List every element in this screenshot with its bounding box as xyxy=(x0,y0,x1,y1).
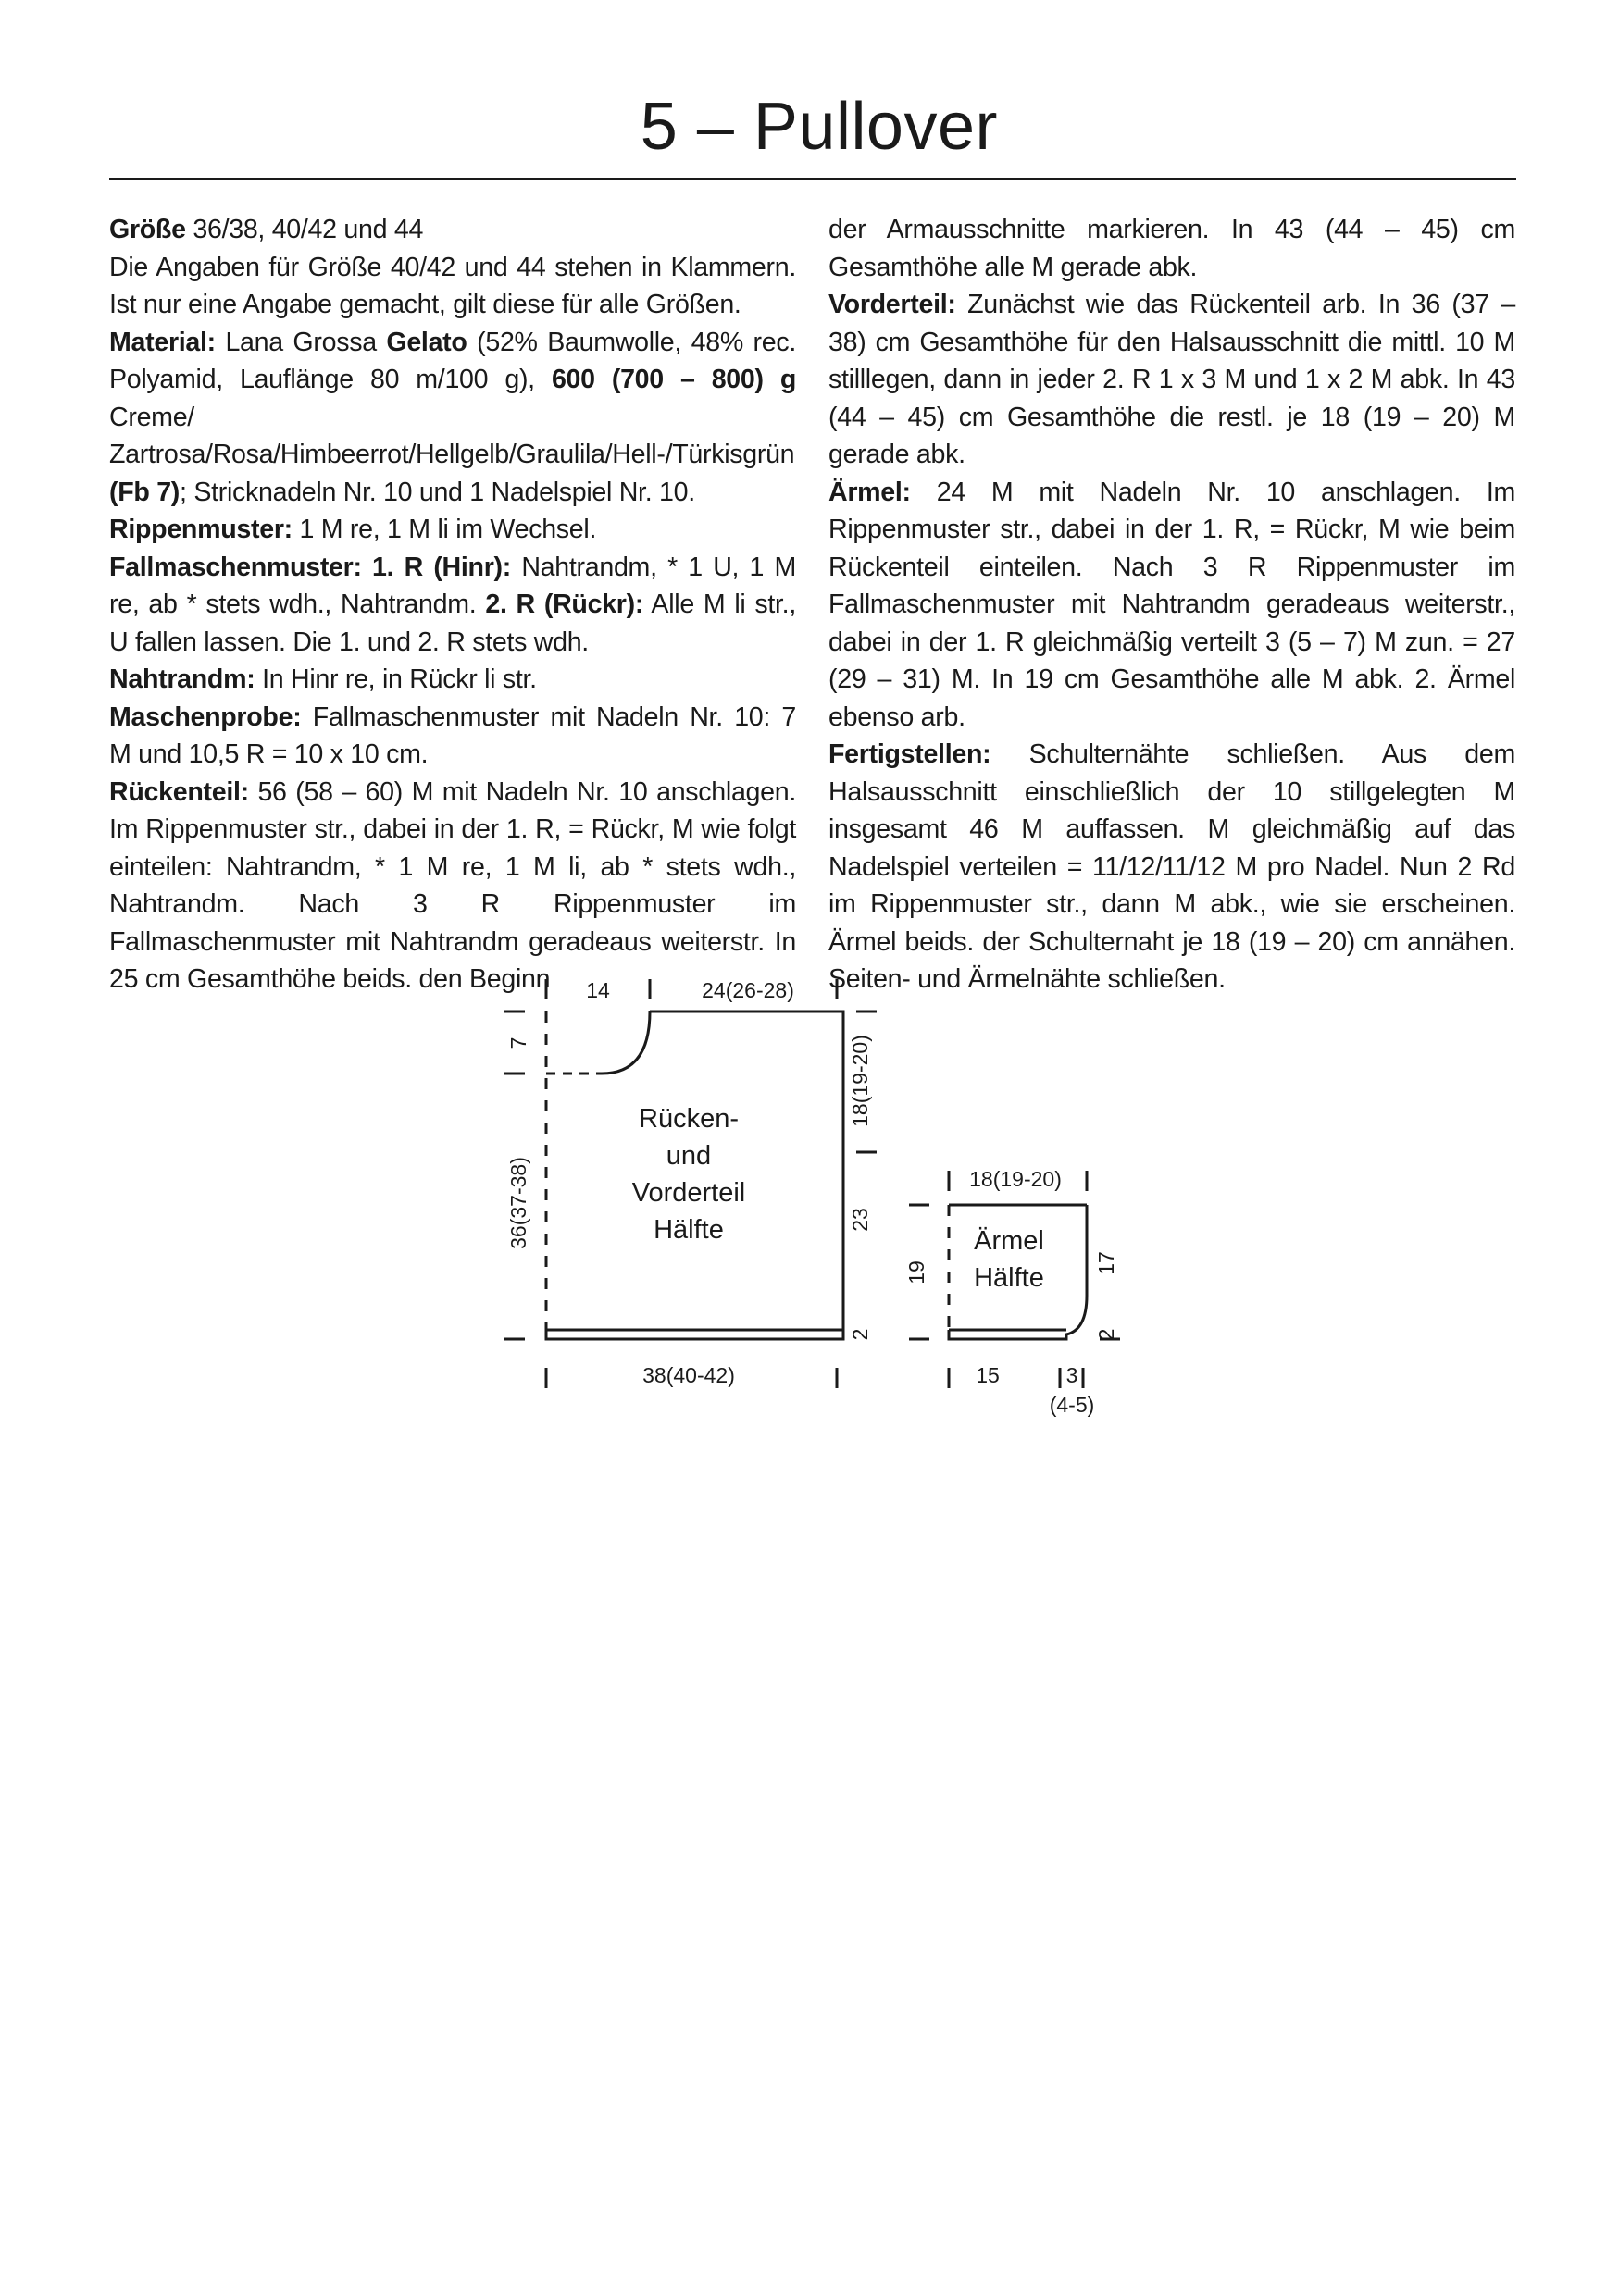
dim-sleeve-increase: 3 xyxy=(1065,1363,1078,1387)
dim-neck-width: 14 xyxy=(586,978,610,1002)
dim-sleeve-rib: 2 xyxy=(1094,1328,1118,1341)
dim-sleeve-height: 19 xyxy=(904,1260,928,1285)
paragraph-rib-pattern: Rippenmuster: 1 M re, 1 M li im Wechsel. xyxy=(109,515,597,544)
paragraph-back-continued: der Armausschnitte markieren. In 43 (44 – 45) cm Gesamthöhe alle M gerade abk. xyxy=(828,215,1515,282)
dim-neck-depth: 7 xyxy=(506,1036,530,1049)
sleeve-outline xyxy=(949,1205,1087,1339)
paragraph-size: Größe 36/38, 40/42 und 44 xyxy=(109,215,424,244)
body-label-line-1: Rücken- xyxy=(639,1104,739,1134)
sleeve-label-line-2: Hälfte xyxy=(974,1263,1044,1293)
paragraph-front: Vorderteil: Zunächst wie das Rückenteil arb. In 36 (37 – 38) cm Gesamthöhe für den Halsausschnitt die mittl. 10 M stilllegen, dann in jeder 2. R 1 x 3 M und 1 x 2 M abk. In 43 (44 – 45) cm Gesamthöhe die restl. je 18 (19 – 20) M gerade abk. xyxy=(828,290,1515,469)
page-title: 5 – Pullover xyxy=(640,90,998,164)
paragraph-size-note: Die Angaben für Größe 40/42 und 44 stehen in Klammern. Ist nur eine Angabe gemacht, gilt diese für alle Größen. xyxy=(109,252,796,319)
dim-body-width: 38(40-42) xyxy=(642,1363,735,1387)
dim-armhole-depth: 18(19-20) xyxy=(848,1035,872,1127)
body-outline xyxy=(546,1011,843,1339)
title-divider xyxy=(109,178,1516,180)
dim-sleeve-increase-sizes: (4-5) xyxy=(1049,1393,1095,1417)
body-label-line-2: und xyxy=(666,1141,712,1171)
sleeve-label-line-1: Ärmel xyxy=(974,1226,1044,1256)
paragraph-drop-stitch-pattern: Fallmaschenmuster: 1. R (Hinr): Nahtrandm, * 1 U, 1 M re, ab * stets wdh., Nahtrandm. 2. R (Rückr): Alle M li str., U fallen lassen. Die 1. und 2. R stets wdh. xyxy=(109,552,796,657)
instructions-right-column xyxy=(828,211,1515,999)
dim-sleeve-bottom-width: 15 xyxy=(976,1363,1000,1387)
paragraph-gauge: Maschenprobe: Fallmaschenmuster mit Nadeln Nr. 10: 7 M und 10,5 R = 10 x 10 cm. xyxy=(109,701,796,769)
instructions-left-column xyxy=(109,211,796,999)
paragraph-back: Rückenteil: 56 (58 – 60) M mit Nadeln Nr. 10 anschlagen. Im Rippenmuster str., dabei in der 1. R, = Rückr, M wie folgt einteilen: Nahtrandm, * 1 M re, 1 M li, ab * stets wdh., Nahtrandm. Nach 3 R Rippenmuster im Fallmaschenmuster mit Nahtrandm geradeaus weiterstr. In 25 cm Gesamthöhe beids. den Beginn xyxy=(109,776,796,994)
dim-sleeve-side: 17 xyxy=(1094,1251,1118,1275)
dim-side-length: 23 xyxy=(848,1208,872,1232)
body-label-line-3: Vorderteil xyxy=(631,1178,746,1208)
dim-body-rib: 2 xyxy=(848,1328,872,1341)
dim-sleeve-top-width: 18(19-20) xyxy=(969,1167,1062,1191)
paragraph-sleeves: Ärmel: 24 M mit Nadeln Nr. 10 anschlagen. Im Rippenmuster str., dabei in der 1. R, = Rückr, M wie beim Rückenteil einteilen. Nach 3 R Rippenmuster im Fallmaschenmuster mit Nahtrandm geradeaus weiterstr., dabei in der 1. R gleichmäßig verteilt 3 (5 – 7) M zun. = 27 (29 – 31) M. In 19 cm Gesamthöhe alle M abk. 2. Ärmel ebenso arb. xyxy=(828,477,1515,732)
paragraph-edge-stitch: Nahtrandm: In Hinr re, in Rückr li str. xyxy=(109,664,537,694)
paragraph-finishing: Fertigstellen: Schulternähte schließen. Aus dem Halsausschnitt einschließlich der 10 stillgelegten M insgesamt 46 M auffassen. M gleichmäßig auf das Nadelspiel verteilen = 11/12/11/12 M pro Nadel. Nun 2 Rd im Rippenmuster str., dann M abk., wie sie erscheinen. Ärmel beids. der Schulternaht je 18 (19 – 20) cm annähen. Seiten- und Ärmelnähte schließen. xyxy=(828,739,1515,994)
dim-body-height: 36(37-38) xyxy=(506,1157,530,1249)
body-label-line-4: Hälfte xyxy=(654,1215,724,1245)
dim-shoulder-width: 24(26-28) xyxy=(702,978,794,1002)
paragraph-material: Material: Lana Grossa Gelato (52% Baumwolle, 48% rec. Polyamid, Lauflänge 80 m/100 g), 600 (700 – 800) g Creme/ Zartrosa/Rosa/Himbeerrot/Hellgelb/Graulila/Hell-/Türkisgrün (Fb 7); Stricknadeln Nr. 10 und 1 Nadelspiel Nr. 10. xyxy=(109,327,796,507)
neckline-curve xyxy=(602,1011,650,1074)
